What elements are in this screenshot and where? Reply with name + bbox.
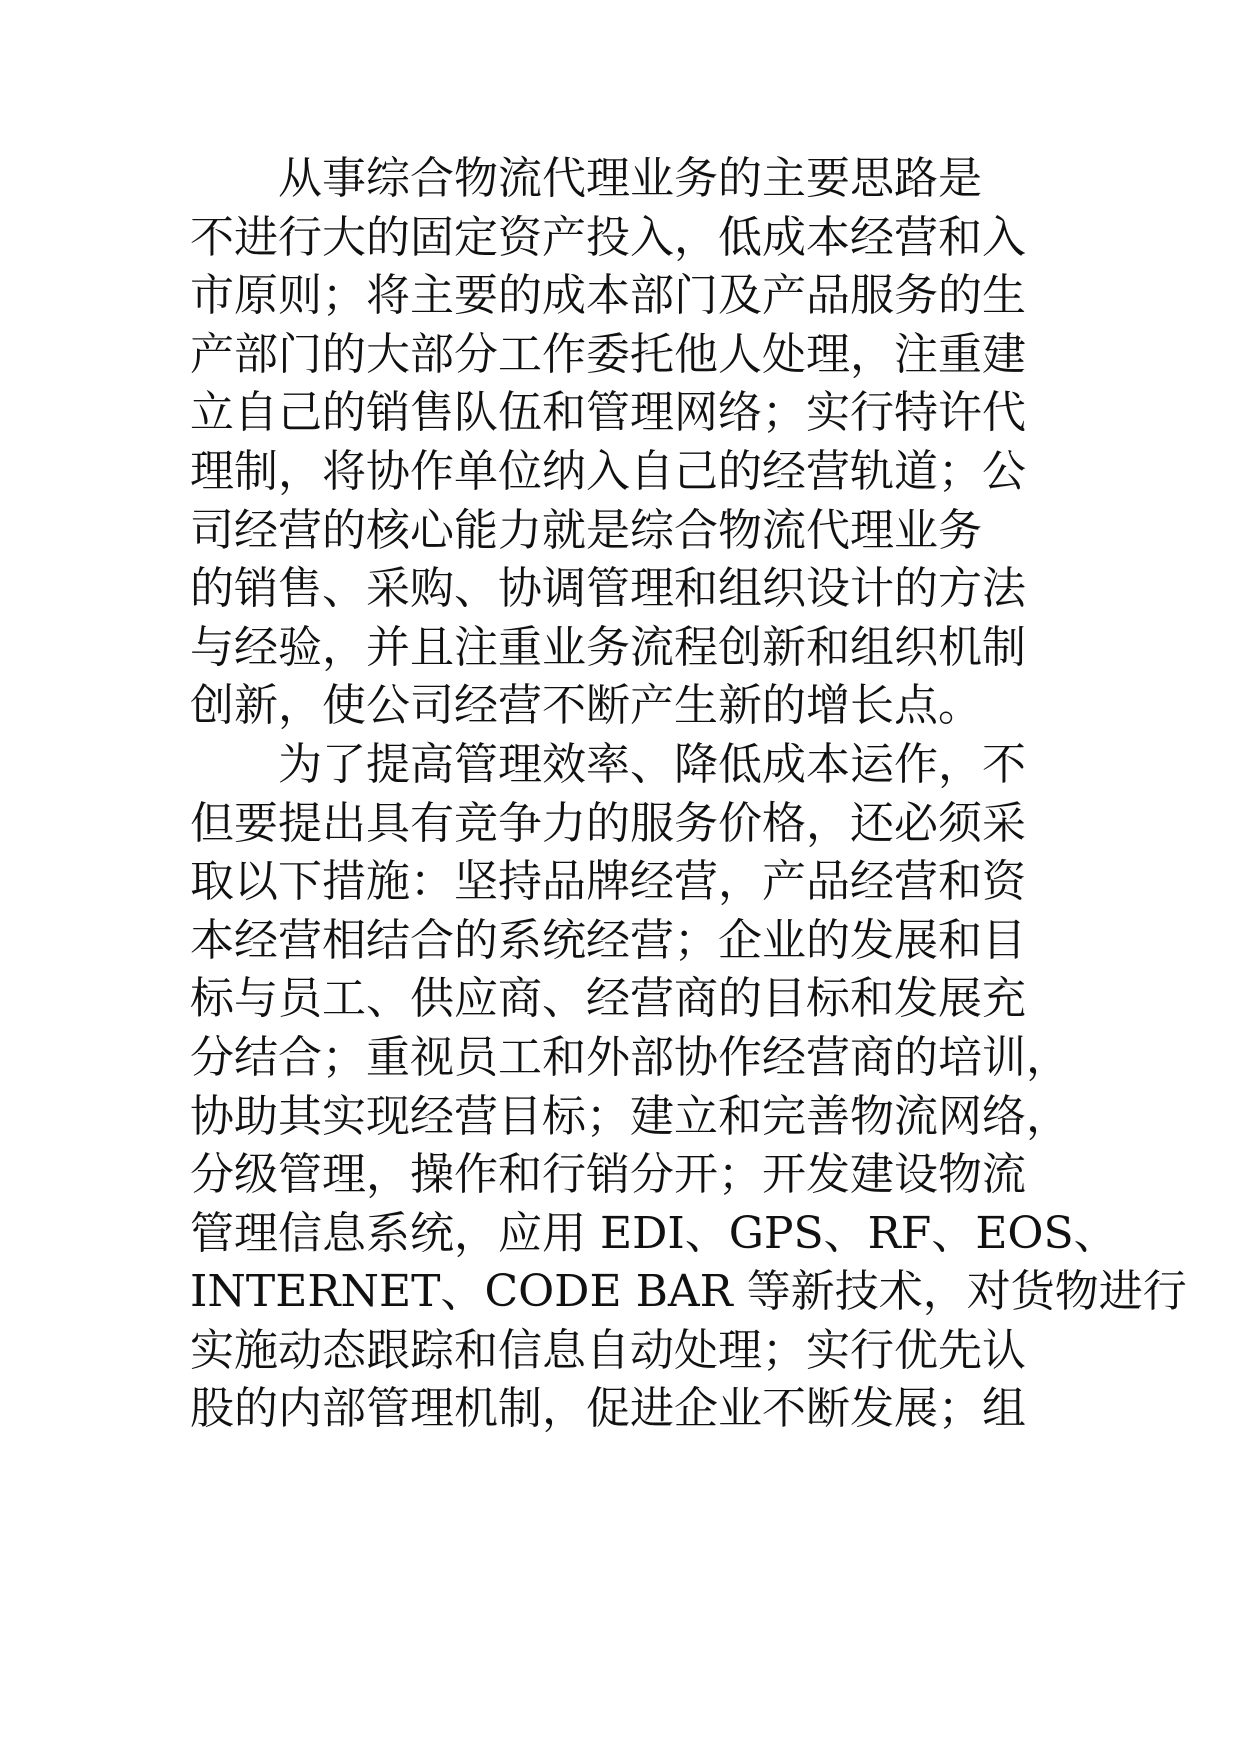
text-line: 司经营的核心能力就是综合物流代理业务	[190, 504, 982, 556]
body-text	[190, 150, 1187, 1439]
text-line: 立自己的销售队伍和管理网络；实行特许代	[190, 387, 1026, 439]
text-line: 管理信息系统，应用 EDI、GPS、RF、EOS、	[190, 1207, 1118, 1259]
text-line: INTERNET、CODE BAR 等新技术，对货物进行	[190, 1266, 1187, 1318]
text-line: 实施动态跟踪和信息自动处理；实行优先认	[190, 1324, 1026, 1376]
text-line: 与经验，并且注重业务流程创新和组织机制	[190, 621, 1026, 673]
text-line: 分结合；重视员工和外部协作经营商的培训，	[190, 1031, 1070, 1083]
text-line-paragraph-1-start: 从事综合物流代理业务的主要思路是	[278, 153, 982, 204]
text-line: 取以下措施：坚持品牌经营，产品经营和资	[190, 856, 1026, 908]
text-line: 的销售、采购、协调管理和组织设计的方法	[190, 563, 1026, 615]
text-line: 标与员工、供应商、经营商的目标和发展充	[190, 973, 1026, 1025]
text-line: 产部门的大部分工作委托他人处理，注重建	[190, 328, 1026, 380]
text-line: 市原则；将主要的成本部门及产品服务的生	[190, 270, 1026, 322]
text-line: 理制，将协作单位纳入自己的经营轨道；公	[190, 445, 1026, 497]
text-line: 但要提出具有竞争力的服务价格，还必须采	[190, 797, 1026, 849]
text-line: 不进行大的固定资产投入，低成本经营和入	[190, 211, 1026, 263]
text-line-paragraph-2-start: 为了提高管理效率、降低成本运作，不	[278, 738, 1026, 790]
text-line: 本经营相结合的系统经营；企业的发展和目	[190, 914, 1026, 966]
text-line: 分级管理，操作和行销分开；开发建设物流	[190, 1149, 1026, 1201]
text-line: 创新，使公司经营不断产生新的增长点。	[190, 680, 982, 732]
text-line: 股的内部管理机制，促进企业不断发展；组	[190, 1383, 1026, 1435]
text-line: 协助其实现经营目标；建立和完善物流网络，	[190, 1090, 1070, 1142]
